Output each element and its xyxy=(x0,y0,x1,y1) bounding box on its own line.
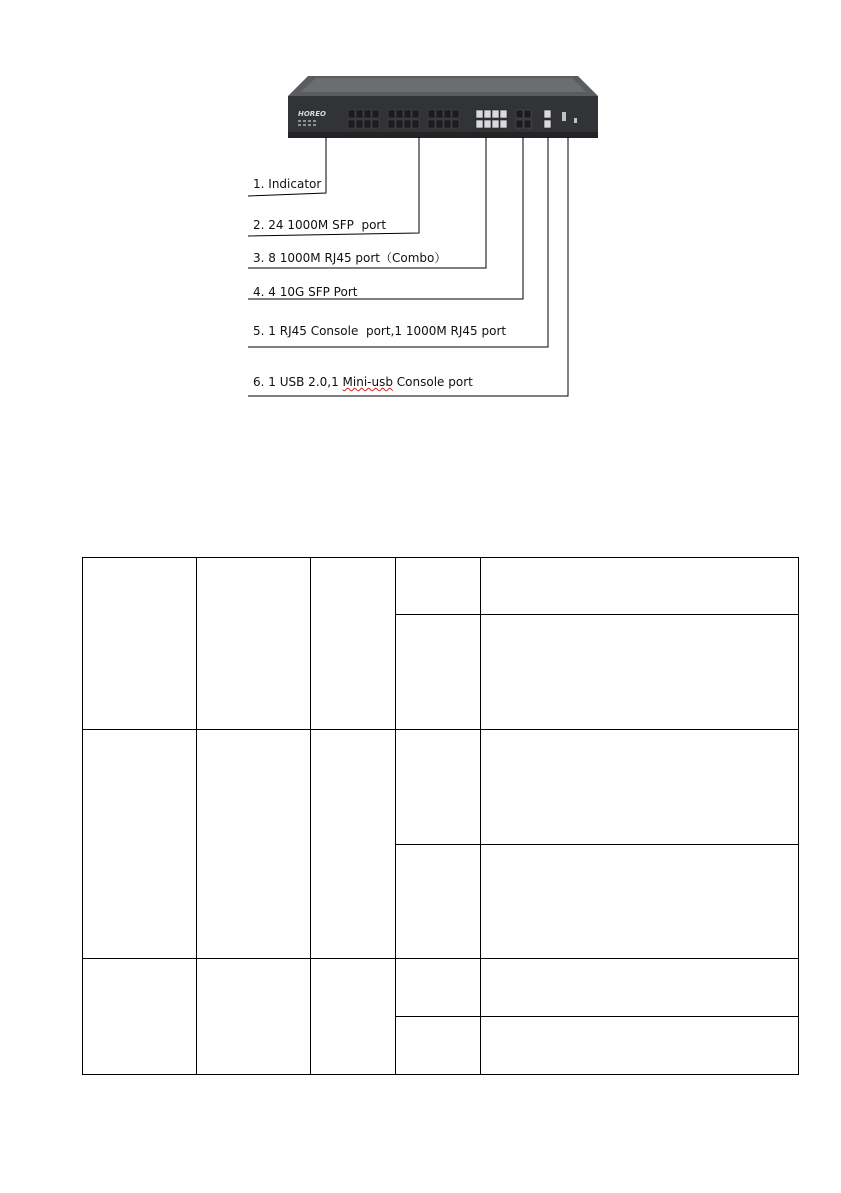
table-cell xyxy=(311,959,396,1075)
table-cell xyxy=(396,1017,481,1075)
table-cell xyxy=(396,959,481,1017)
callout-label-console-rj45: 5. 1 RJ45 Console port,1 1000M RJ45 port xyxy=(253,324,507,338)
callout-line-6 xyxy=(248,137,568,396)
callout-line-5 xyxy=(248,137,548,347)
table-cell xyxy=(197,730,311,959)
callout-label-sfp-10g: 4. 4 10G SFP Port xyxy=(253,285,358,299)
table-cell xyxy=(83,558,197,730)
table-cell xyxy=(481,959,799,1017)
spec-table xyxy=(82,557,799,1075)
table-cell xyxy=(481,730,799,845)
table-cell xyxy=(396,558,481,615)
brand-logo: HOREO xyxy=(298,110,326,118)
callout-label-rj45-combo: 3. 8 1000M RJ45 port（Combo） xyxy=(253,251,447,265)
table-cell xyxy=(481,1017,799,1075)
table-cell xyxy=(311,558,396,730)
table-cell xyxy=(481,845,799,959)
table-cell xyxy=(83,959,197,1075)
table-row xyxy=(83,959,799,1017)
callout-lines xyxy=(0,0,841,420)
table-cell xyxy=(83,730,197,959)
table-row xyxy=(83,730,799,845)
table-cell xyxy=(396,730,481,845)
callout-label-usb: 6. 1 USB 2.0,1 Mini-usb Console port xyxy=(253,375,473,389)
table-cell xyxy=(197,558,311,730)
table-cell xyxy=(311,730,396,959)
table-cell xyxy=(197,959,311,1075)
callout-label-sfp-1000m: 2. 24 1000M SFP port xyxy=(253,218,387,232)
table-row xyxy=(83,558,799,615)
callout-line-3 xyxy=(248,137,486,268)
table-cell xyxy=(396,615,481,730)
table-cell xyxy=(481,615,799,730)
misspelled-word: Mini-usb xyxy=(342,375,393,389)
callout-label-indicator: 1. Indicator xyxy=(253,177,322,191)
table-cell xyxy=(481,558,799,615)
table-cell xyxy=(396,845,481,959)
